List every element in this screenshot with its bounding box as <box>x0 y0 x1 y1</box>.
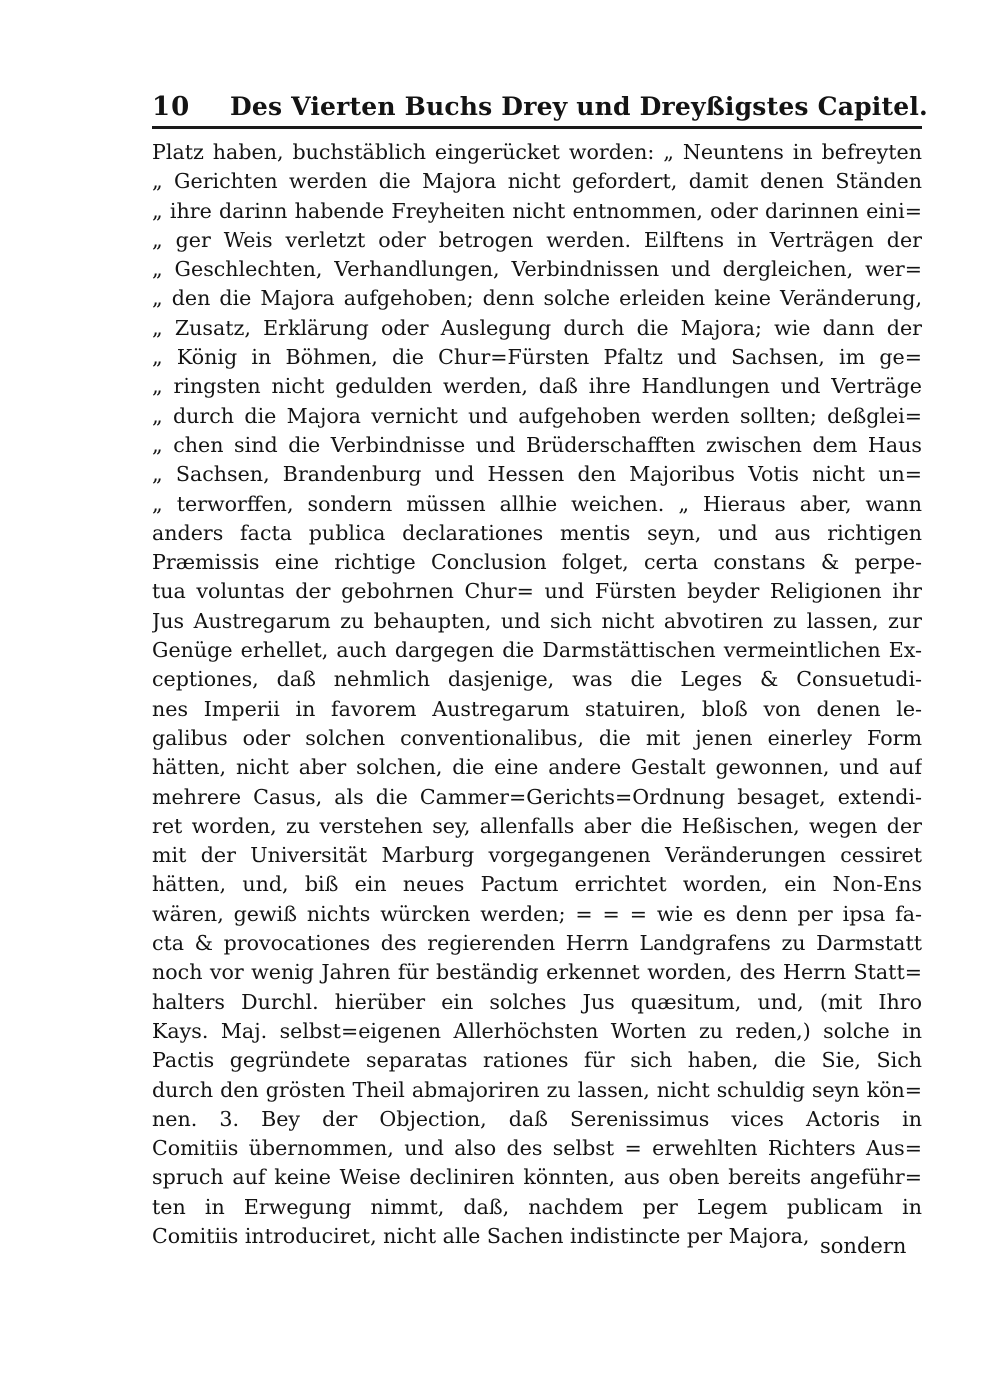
text-line: „ den die Majora aufgehoben; denn solche erleiden keine Veränderung, <box>152 286 922 311</box>
text-line: anders facta publica declarationes mentis seyn, und aus richtigen <box>152 520 922 545</box>
text-line: Platz haben, buchstäblich eingerücket worden: „ Neuntens in befreyten <box>152 140 922 164</box>
text-line: mit der Universität Marburg vorgegangenen Veränderungen cessiret <box>152 843 922 868</box>
text-line: galibus oder solchen conventionalibus, die mit jenen einerley Form <box>152 725 922 750</box>
text-line: „ ger Weis verletzt oder betrogen werden. Eilftens in Verträgen der <box>152 227 922 252</box>
text-line: Jus Austregarum zu behaupten, und sich nicht abvotiren zu lassen, zur <box>152 608 922 633</box>
text-line: „ Sachsen, Brandenburg und Hessen den Majoribus Votis nicht un= <box>152 462 922 487</box>
text-line: nes Imperii in favorem Austregarum statuiren, bloß von denen le- <box>152 696 922 721</box>
text-line: hätten, nicht aber solchen, die eine andere Gestalt gewonnen, und auf <box>152 755 922 780</box>
text-line: „ ringsten nicht gedulden werden, daß ihre Handlungen und Verträge <box>152 374 922 399</box>
text-line: „ Geschlechten, Verhandlungen, Verbindnissen und dergleichen, wer= <box>152 257 922 282</box>
text-line: „ Gerichten werden die Majora nicht gefordert, damit denen Ständen <box>152 169 922 194</box>
text-line: Comitiis übernommen, und also des selbst = erwehlten Richters Aus= <box>152 1136 922 1161</box>
text-line: halters Durchl. hierüber ein solches Jus quæsitum, und, (mit Ihro <box>152 989 922 1014</box>
body-text <box>152 138 922 1251</box>
text-line: „ König in Böhmen, die Chur=Fürsten Pfaltz und Sachsen, im ge= <box>152 345 922 370</box>
page-number: 10 <box>152 92 191 122</box>
text-line: „ ihre darinn habende Freyheiten nicht entnommen, oder darinnen eini= <box>152 198 922 223</box>
text-line: hätten, und, biß ein neues Pactum errichtet worden, ein Non-Ens <box>152 872 922 897</box>
catchword: sondern <box>820 1234 907 1258</box>
text-line: „ chen sind die Verbindnisse und Brüderschafften zwischen dem Haus <box>152 432 922 457</box>
text-line: ceptiones, daß nehmlich dasjenige, was die Leges & Consuetudi- <box>152 667 922 692</box>
text-line: ten in Erwegung nimmt, daß, nachdem per Legem publicam in <box>152 1194 922 1219</box>
running-title: Des Vierten Buchs Drey und Dreyßigstes Capitel. <box>230 92 928 121</box>
text-line: Pactis gegründete separatas rationes für sich haben, die Sie, Sich <box>152 1048 922 1073</box>
text-line: wären, gewiß nichts würcken werden; = = = wie es denn per ipsa fa- <box>152 901 922 926</box>
text-line: „ Zusatz, Erklärung oder Auslegung durch die Majora; wie dann der <box>152 315 922 340</box>
text-line: Kays. Maj. selbst=eigenen Allerhöchsten Worten zu reden,) solche in <box>152 1018 922 1043</box>
text-line: spruch auf keine Weise decliniren könnten, aus oben bereits angeführ= <box>152 1165 922 1190</box>
text-line: Genüge erhellet, auch dargegen die Darmstättischen vermeintlichen Ex- <box>152 638 922 663</box>
text-line: noch vor wenig Jahren für beständig erkennet worden, des Herrn Statt= <box>152 960 922 985</box>
page-header <box>152 88 928 128</box>
text-line: ret worden, zu verstehen sey, allenfalls aber die Heßischen, wegen der <box>152 813 922 838</box>
text-line: „ terworffen, sondern müssen allhie weichen. „ Hieraus aber, wann <box>152 491 922 516</box>
text-line: durch den grösten Theil abmajoriren zu lassen, nicht schuldig seyn kön= <box>152 1077 922 1102</box>
text-line: tua voluntas der gebohrnen Chur= und Fürsten beyder Religionen ihr <box>152 579 922 604</box>
text-line: nen. 3. Bey der Objection, daß Serenissimus vices Actoris in <box>152 1106 922 1131</box>
text-line: Præmissis eine richtige Conclusion folget, certa constans & perpe- <box>152 550 922 575</box>
text-line: mehrere Casus, als die Cammer=Gerichts=Ordnung besaget, extendi- <box>152 784 922 809</box>
header-rule <box>152 126 922 129</box>
text-line: „ durch die Majora vernicht und aufgehoben werden sollten; deßglei= <box>152 403 922 428</box>
text-line: Comitiis introduciret, nicht alle Sachen indistincte per Majora, <box>152 1223 810 1248</box>
text-line: cta & provocationes des regierenden Herrn Landgrafens zu Darmstatt <box>152 931 922 956</box>
